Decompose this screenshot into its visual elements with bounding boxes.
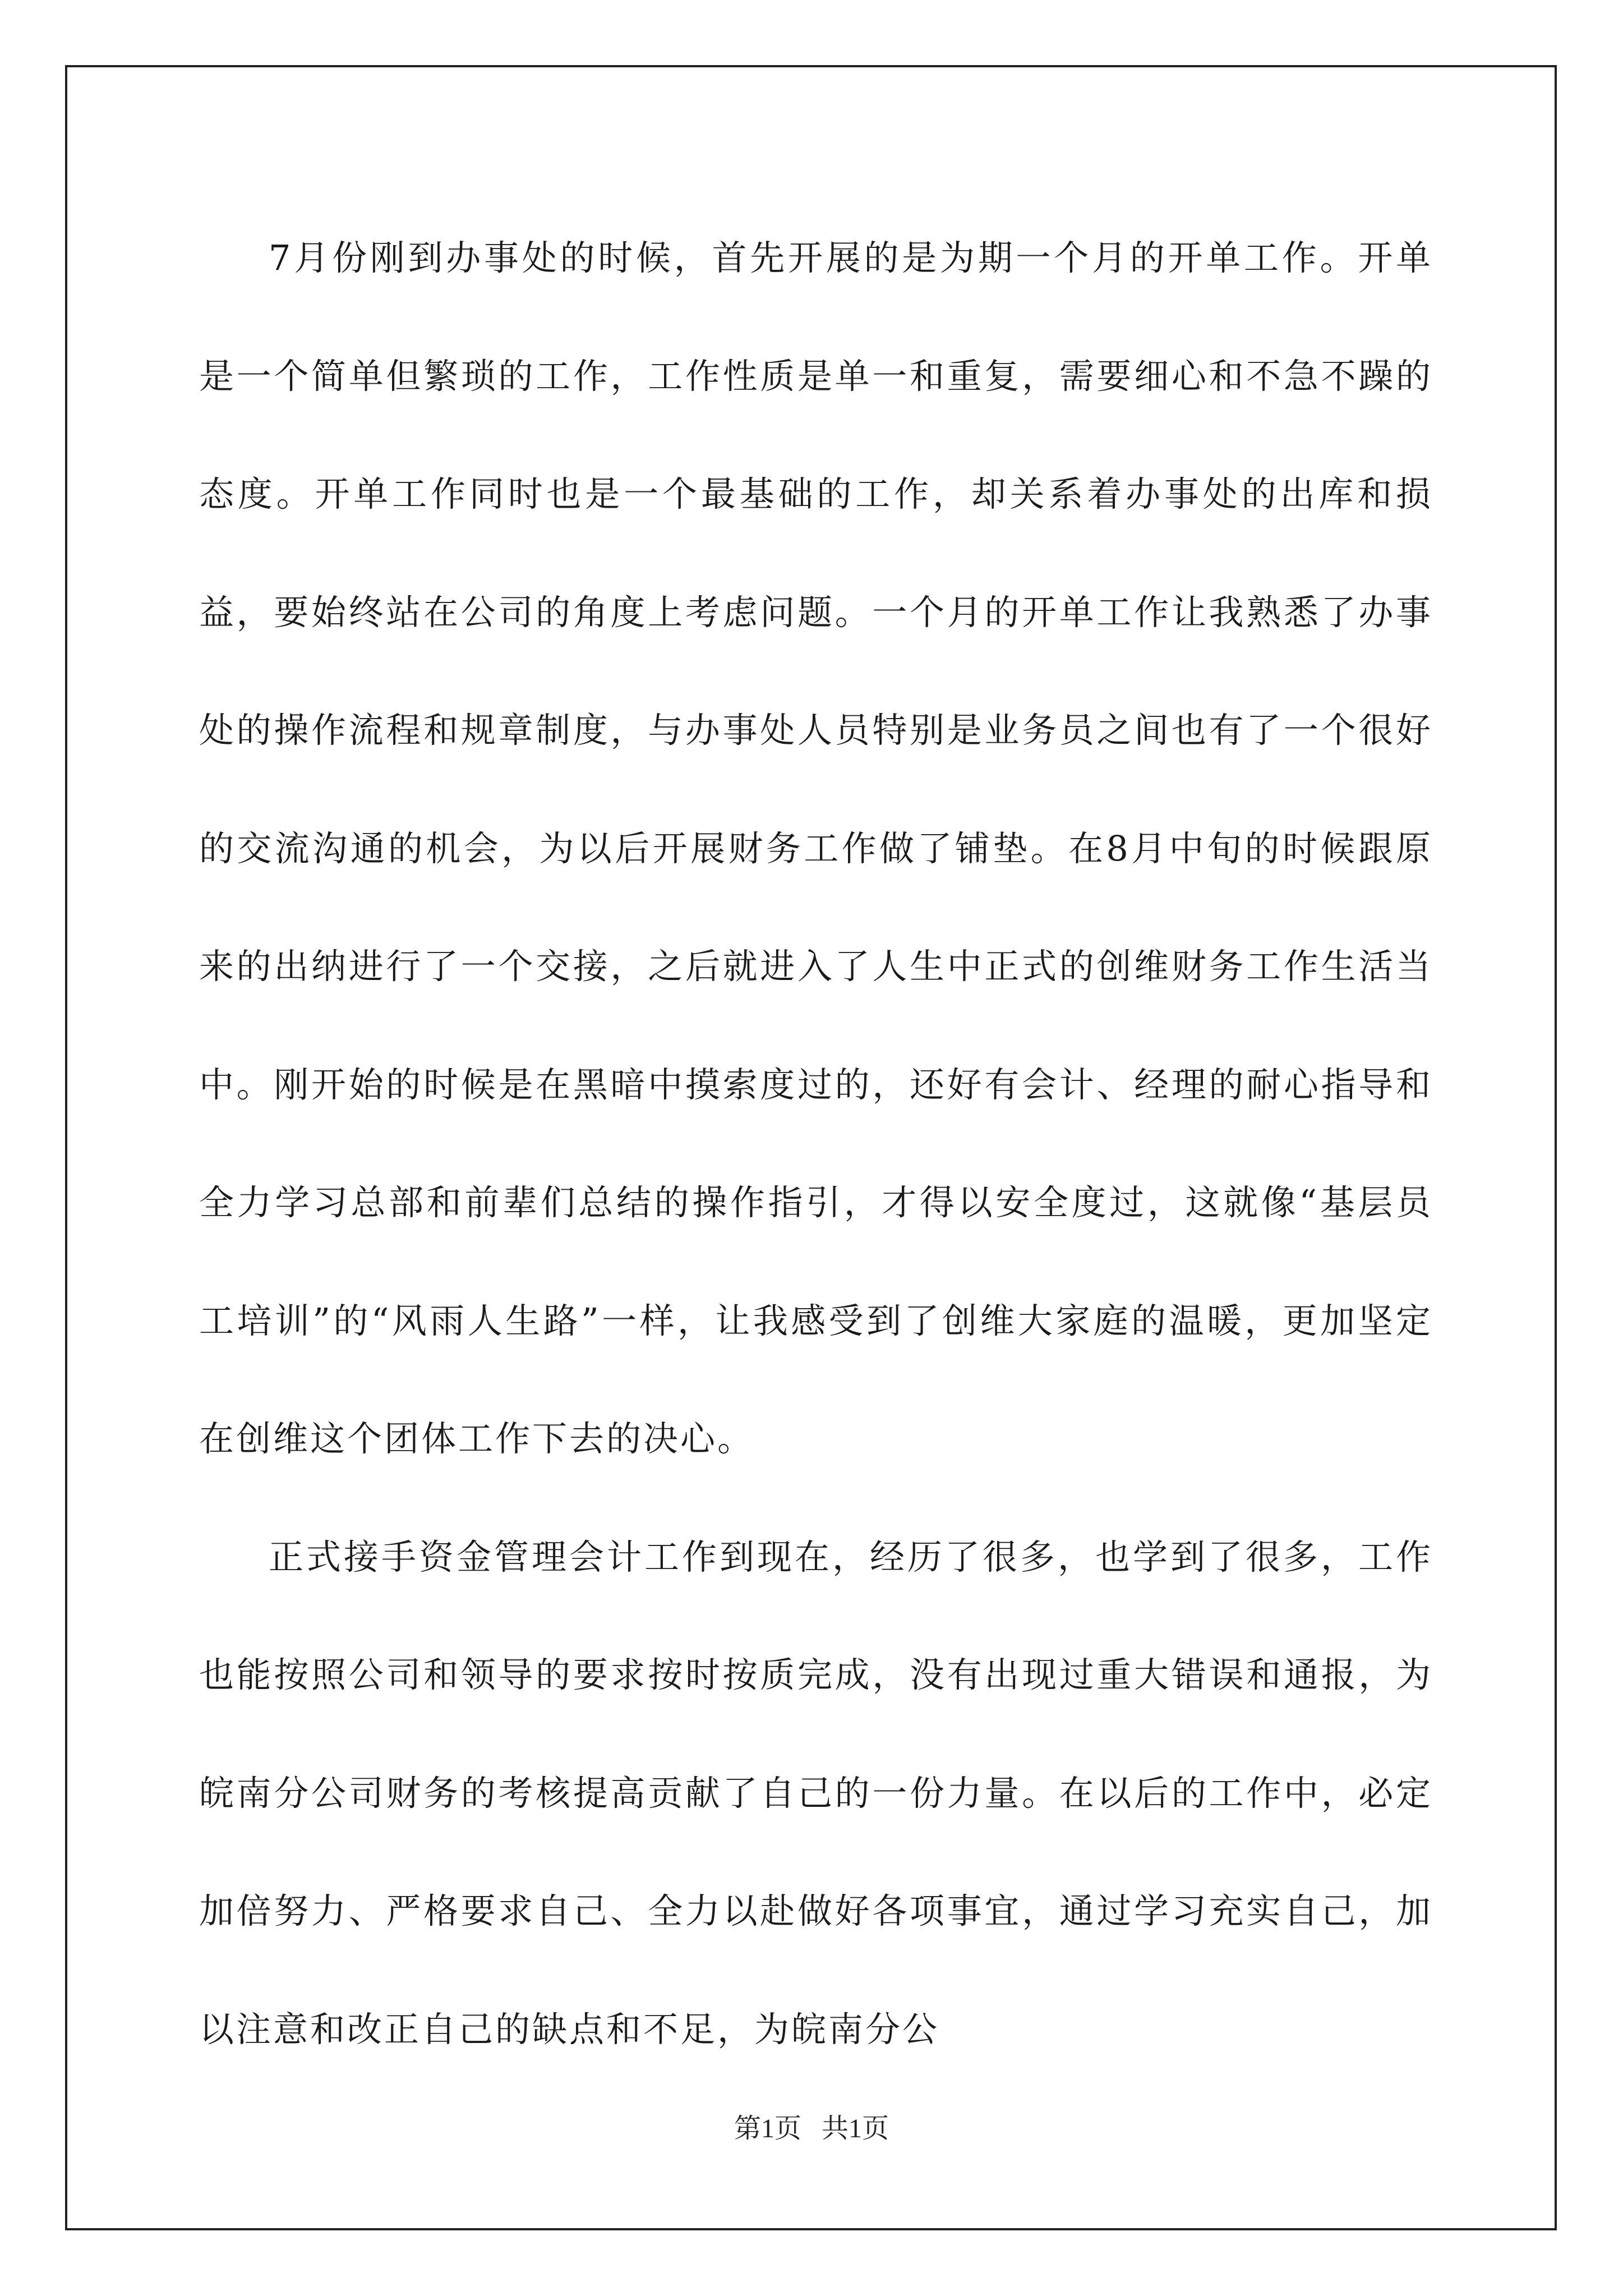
paragraph-2: 正式接手资金管理会计工作到现在，经历了很多，也学到了很多，工作也能按照公司和领导的要求按时按质完成，没有出现过重大错误和通报，为皖南分公司财务的考核提高贡献了自己的一份力量。在以后的工作中，必定加倍努力、严格要求自己、全力以赴做好各项事宜，通过学习充实自己，加以注意和改正自己的缺点和不足，为皖南分公 (199, 1536, 1433, 2050)
page-footer: 第1页 共1页 (734, 2114, 889, 2143)
paragraph-1: 7月份刚到办事处的时候，首先开展的是为期一个月的开单工作。开单是一个简单但繁琐的工作，工作性质是单一和重复，需要细心和不急不躁的态度。开单工作同时也是一个最基础的工作，却关系着办事处的出库和损益，要始终站在公司的角度上考虑问题。一个月的开单工作让我熟悉了办事处的操作流程和规章制度，与办事处人员特别是业务员之间也有了一个很好的交流沟通的机会，为以后开展财务工作做了铺垫。在8月中旬的时候跟原来的出纳进行了一个交接，之后就进入了人生中正式的创维财务工作生活当中。刚开始的时候是在黑暗中摸索度过的，还好有会计、经理的耐心指导和全力学习总部和前辈们总结的操作指引，才得以安全度过，这就像“基层员工培训”的“风雨人生路”一样，让我感受到了创维大家庭的温暖，更加坚定在创维这个团体工作下去的决心。 (199, 237, 1433, 1459)
document-body (199, 199, 1433, 2088)
